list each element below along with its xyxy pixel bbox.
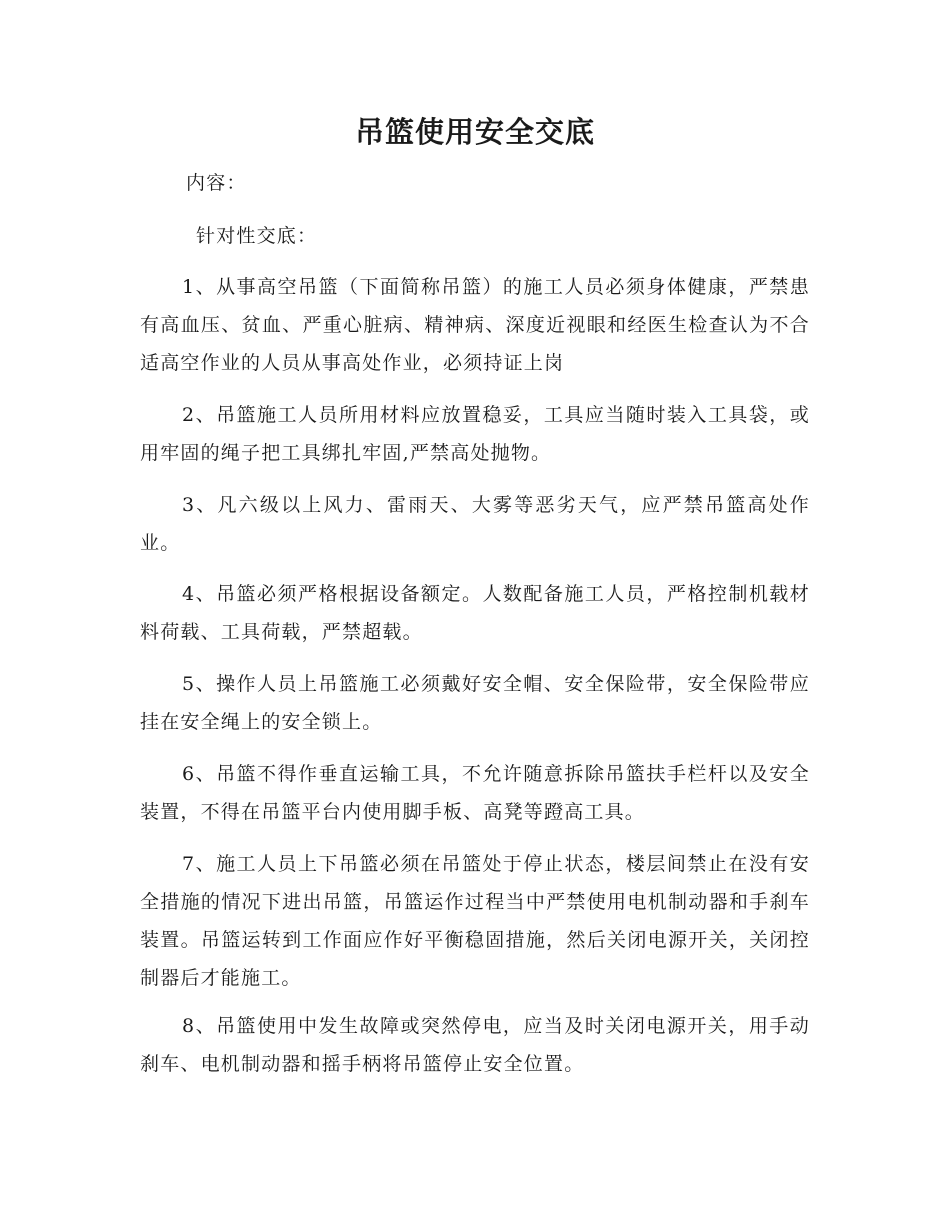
- list-item: 2、吊篮施工人员所用材料应放置稳妥，工具应当随时装入工具袋，或用牢固的绳子把工具绑扎牢固,严禁高处抛物。: [140, 404, 810, 464]
- list-item: 1、从事高空吊篮（下面简称吊篮）的施工人员必须身体健康，严禁患有高血压、贫血、严重心脏病、精神病、深度近视眼和经医生检查认为不合适高空作业的人员从事高处作业，必须持证上岗: [140, 276, 810, 374]
- section-label: 针对性交底：: [196, 225, 318, 247]
- list-item: 6、吊篮不得作垂直运输工具，不允许随意拆除吊篮扶手栏杆以及安全装置，不得在吊篮平台内使用脚手板、高凳等蹬高工具。: [140, 763, 810, 823]
- document-title: 吊篮使用安全交底: [354, 115, 595, 149]
- content-label: 内容：: [186, 172, 247, 194]
- list-item: 7、施工人员上下吊篮必须在吊篮处于停止状态，楼层间禁止在没有安全措施的情况下进出吊篮，吊篮运作过程当中严禁使用电机制动器和手刹车装置。吊篮运转到工作面应作好平衡稳固措施，然后关闭电源开关，关闭控制器后才能施工。: [140, 853, 810, 989]
- list-item: 4、吊篮必须严格根据设备额定。人数配备施工人员，严格控制机载材料荷载、工具荷载，严禁超载。: [140, 583, 810, 643]
- list-item: 8、吊篮使用中发生故障或突然停电，应当及时关闭电源开关，用手动刹车、电机制动器和摇手柄将吊篮停止安全位置。: [140, 1015, 810, 1075]
- list-item: 3、凡六级以上风力、雷雨天、大雾等恶劣天气，应严禁吊篮高处作业。: [140, 494, 810, 554]
- list-item: 5、操作人员上吊篮施工必须戴好安全帽、安全保险带，安全保险带应挂在安全绳上的安全锁上。: [140, 673, 810, 733]
